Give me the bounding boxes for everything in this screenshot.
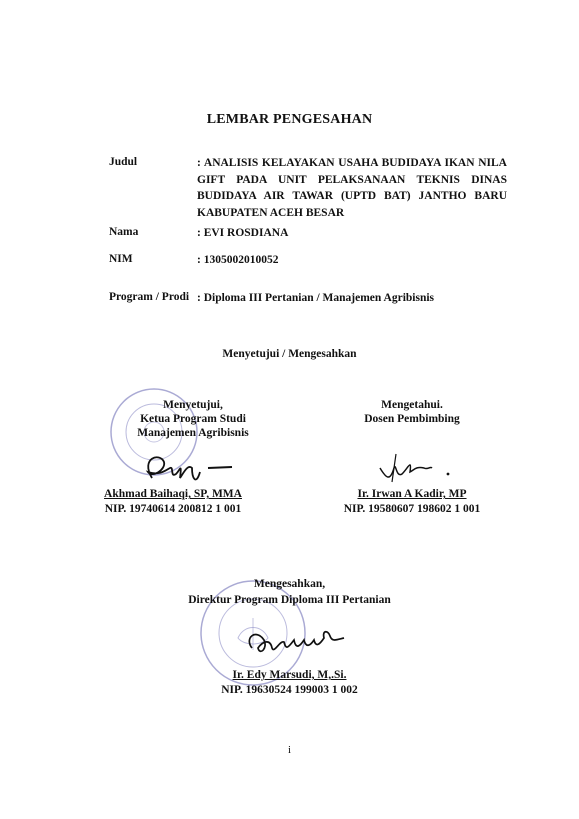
left-signer-line3: Manajemen Agribisnis [137,427,249,439]
nim-label: NIM [109,253,133,265]
right-signer-line2: Dosen Pembimbing [364,413,460,425]
bottom-signer-nip: NIP. 19630524 199003 1 002 [221,684,358,696]
bottom-signature [240,618,360,668]
left-signer-line2: Ketua Program Studi [140,413,246,425]
prodi-label: Program / Prodi [109,291,190,303]
judul-label: Judul [109,156,138,168]
right-signer-line1: Mengetahui. [381,399,443,411]
judul-value: : ANALISIS KELAYAKAN USAHA BUDIDAYA IKAN NILA GIFT PADA UNIT PELAKSANAAN TEKNIS DINAS BUDIDAYA AIR TAWAR (UPTD BAT) JANTHO BARU KABUPATEN ACEH BESAR [197,157,507,219]
prodi-value: : Diploma III Pertanian / Manajemen Agribisnis [197,292,435,304]
page-title: LEMBAR PENGESAHAN [206,112,373,127]
nim-value: : 1305002010052 [197,254,279,266]
left-signer-line1: Menyetujui, [163,399,223,411]
bottom-signer-line1: Mengesahkan, [253,578,326,590]
page-number: i [287,744,292,756]
bottom-signer-name: Ir. Edy Marsudi, M,.Si. [232,669,347,681]
approval-heading: Menyetujui / Mengesahkan [222,348,357,360]
left-signer-name: Akhmad Baihaqi, SP, MMA [104,488,242,500]
right-signer-nip: NIP. 19580607 198602 1 001 [343,503,481,515]
nama-label: Nama [109,226,139,238]
right-signer-name: Ir. Irwan A Kadir, MP [357,488,467,500]
nama-value: : EVI ROSDIANA [197,227,289,239]
right-signature [368,448,468,488]
bottom-signer-line2: Direktur Program Diploma III Pertanian [188,594,391,606]
left-signature [130,448,260,490]
left-signer-nip: NIP. 19740614 200812 1 001 [104,503,242,515]
